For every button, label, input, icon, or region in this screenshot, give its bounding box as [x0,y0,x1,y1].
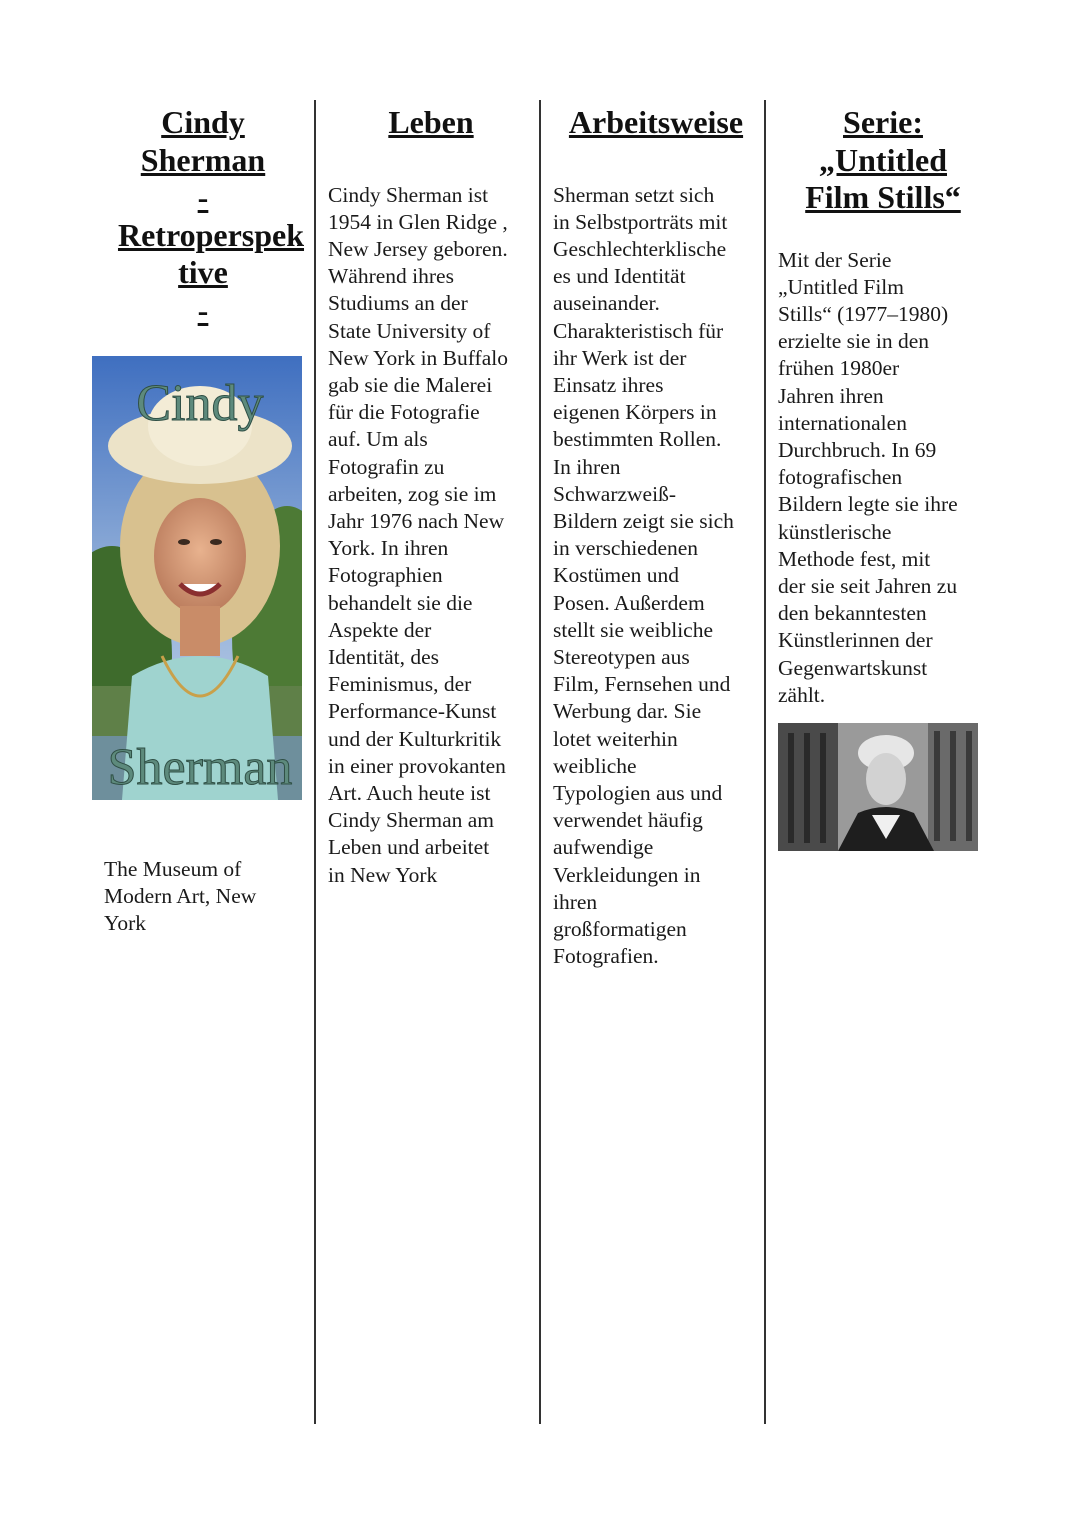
heading-serie-line: „Untitled [819,141,947,178]
main-title [92,104,314,329]
arbeitsweise-text: Sherman setzt sich in Selbstporträts mit Geschlechterklische es und Identität auseinander. Charakteristisch für ihr Werk ist der Einsatz ihres eigenen Körpers in bestimmten Rollen. In ihren Schwarzweiß- Bildern zeigt sie sich in verschiedenen Kostümen und Posen. Außerdem stellt sie weibliche Stereotypen aus Film, Fernsehen und Werbung dar. Sie lotet weiterhin weibliche Typologien aus und verwendet häufig aufwendige Verkleidungen in ihren großformatigen Fotografien. [553,182,734,969]
serie-text: Mit der Serie „Untitled Film Stills“ (1977–1980) erzielte sie in den frühen 1980er Jahren ihren internationalen Durchbruch. In 69 fotografischen Bildern legte sie ihre künstlerische Methode fest, mit der sie seit Jahren zu den bekanntesten Künstlerinnen der Gegenwartskunst zählt. [778,247,958,707]
sherman-portrait-photo [92,356,302,800]
title-line: Cindy [161,104,245,140]
title-line: Sherman [140,141,266,178]
portrait-overlay-cindy: Cindy [136,375,264,432]
column-serie [778,100,988,851]
portrait-overlay-sherman: Sherman [107,739,293,796]
column-arbeitsweise [553,100,759,970]
column-leben [328,100,534,889]
heading-serie-line: Film Stills“ [805,179,961,215]
heading-arbeitsweise: Arbeitsweise [568,104,744,140]
museum-caption: The Museum of Modern Art, New York [104,857,257,936]
film-still-photo [778,723,978,851]
column-divider-1 [314,100,316,1424]
title-dash: - [197,179,209,215]
title-line: Retroperspek [117,216,305,253]
heading-leben: Leben [388,104,474,140]
leben-text: Cindy Sherman ist 1954 in Glen Ridge , New Jersey geboren. Während ihres Studiums an der State University of New York in Buffalo gab sie die Malerei für die Fotografie auf. Um als Fotografin zu arbeiten, zog sie im Jahr 1976 nach New York. In ihren Fotographien behandelt sie die Aspekte der Identität, des Feminismus, der Performance-Kunst und der Kulturkritik in einer provokanten Art. Auch heute ist Cindy Sherman am Leben und arbeitet in New York [328,182,508,887]
column-divider-2 [539,100,541,1424]
heading-serie [778,104,988,217]
title-line: tive [178,254,228,290]
column-divider-3 [764,100,766,1424]
title-dash: - [197,291,209,328]
column-title [92,100,314,329]
heading-serie-line: Serie: [843,104,923,140]
